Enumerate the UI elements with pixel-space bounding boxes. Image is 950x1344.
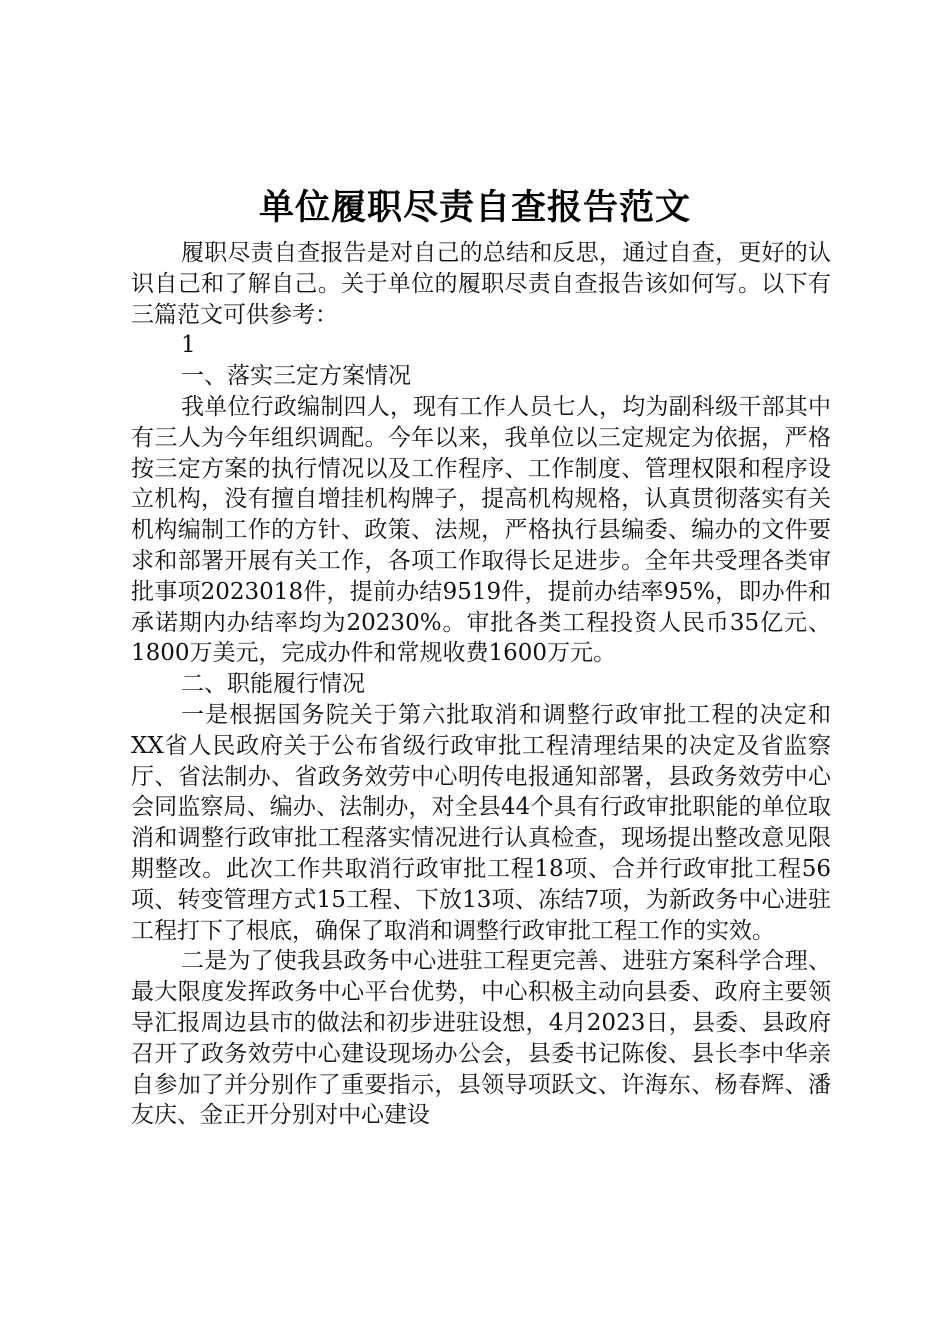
document-title: 单位履职尽责自查报告范文 <box>258 187 691 228</box>
section-number: 1 <box>181 332 196 359</box>
document-body <box>131 238 831 1131</box>
body-paragraph: 二是为了使我县政务中心进驻工程更完善、进驻方案科学合理、最大限度发挥政务中心平台优势，中心积极主动向县委、政府主要领导汇报周边县市的做法和初步进驻设想，4月2023日，县委、县政府召开了政务效劳中心建设现场办公会，县委书记陈俊、县长李中华亲自参加了并分别作了重要指示，县领导项跃文、许海东、杨春辉、潘友庆、金正开分别对中心建设 <box>131 948 831 1129</box>
body-paragraph: 一是根据国务院关于第六批取消和调整行政审批工程的决定和XX省人民政府关于公布省级行政审批工程清理结果的决定及省监察厅、省法制办、省政务效劳中心明传电报通知部署，县政务效劳中心会同监察局、编办、法制办，对全县44个具有行政审批职能的单位取消和调整行政审批工程落实情况进行认真检查，现场提出整改意见限期整改。此次工作共取消行政审批工程18项、合并行政审批工程56项、转变管理方式15工程、下放13项、冻结7项，为新政务中心进驻工程打下了根底，确保了取消和调整行政审批工程工作的实效。 <box>131 701 831 944</box>
intro-paragraph: 履职尽责自查报告是对自己的总结和反思，通过自查，更好的认识自己和了解自己。关于单位的履职尽责自查报告该如何写。以下有三篇范文可供参考： <box>131 240 831 328</box>
section-heading-1: 一、落实三定方案情况 <box>181 363 411 390</box>
body-paragraph: 我单位行政编制四人，现有工作人员七人，均为副科级干部其中有三人为今年组织调配。今年以来，我单位以三定规定为依据，严格按三定方案的执行情况以及工作程序、工作制度、管理权限和程序设立机构，没有擅自增挂机构牌子，提高机构规格，认真贯彻落实有关机构编制工作的方针、政策、法规，严格执行县编委、编办的文件要求和部署开展有关工作，各项工作取得长足进步。全年共受理各类审批事项2023018件，提前办结9519件，提前办结率95%，即办件和承诺期内办结率均为20230%。审批各类工程投资人民币35亿元、1800万美元，完成办件和常规收费1600万元。 <box>131 393 831 667</box>
section-heading-2: 二、职能履行情况 <box>181 671 365 698</box>
